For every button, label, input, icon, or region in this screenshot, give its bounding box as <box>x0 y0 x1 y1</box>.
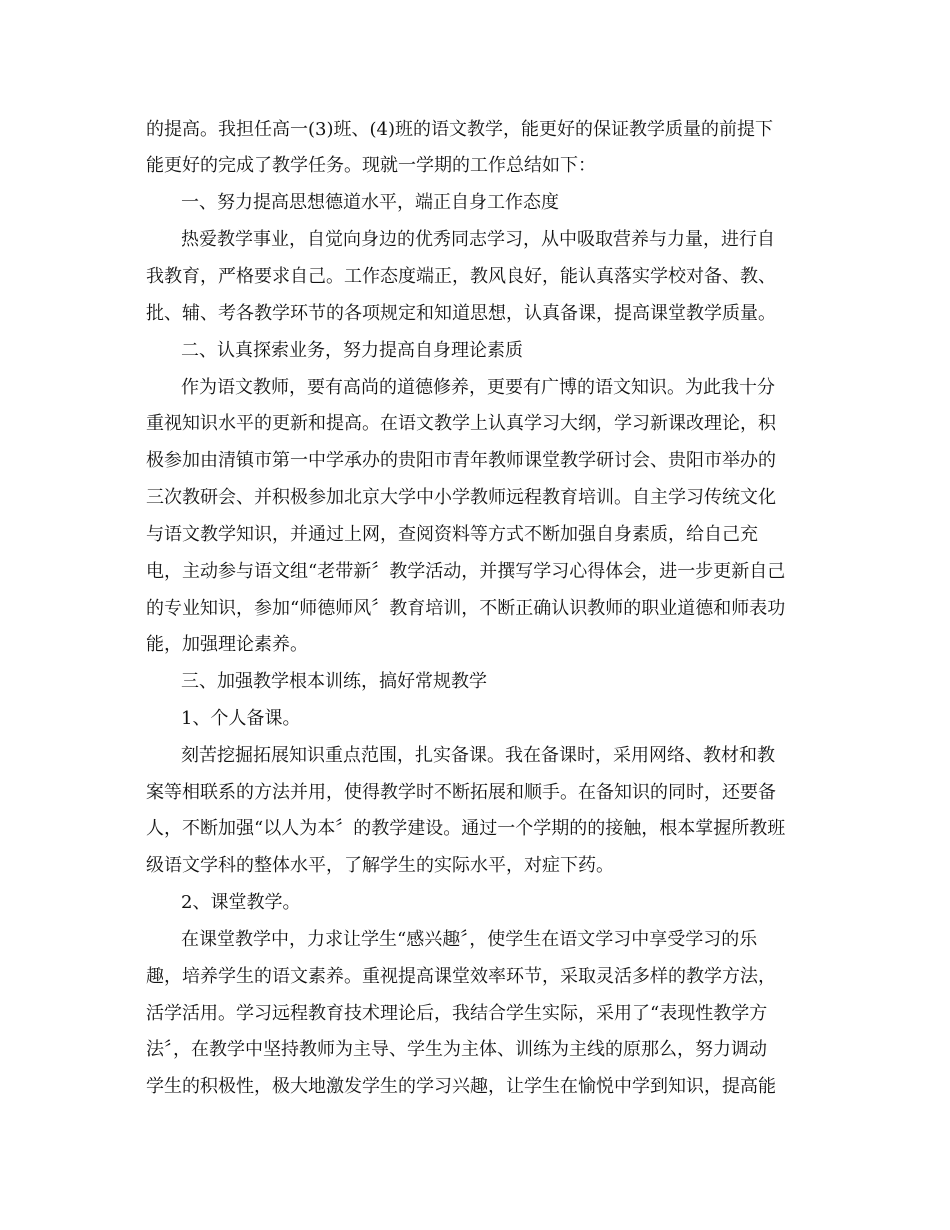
text-line: 与语文教学知识，并通过上网，查阅资料等方式不断加强自身素质，给自己充 <box>146 524 758 545</box>
subsection-heading: 2、课堂教学。 <box>181 892 301 913</box>
text-line: 法〞，在教学中坚持教师为主导、学生为主体、训练为主线的原那么，努力调动 <box>146 1039 767 1060</box>
text-line: 刻苦挖掘拓展知识重点范围，扎实备课。我在备课时，采用网络、教材和教 <box>181 745 775 766</box>
text-line: 趣，培养学生的语文素养。重视提高课堂效率环节，采取灵活多样的教学方法， <box>146 966 776 987</box>
text-line: 作为语文教师，要有高尚的道德修养，更要有广博的语文知识。为此我十分 <box>181 377 775 398</box>
section-heading: 三、加强教学根本训练，搞好常规教学 <box>181 671 487 692</box>
text-line: 级语文学科的整体水平，了解学生的实际水平，对症下药。 <box>146 855 614 876</box>
text-line: 在课堂教学中，力求让学生“感兴趣〞，使学生在语文学习中享受学习的乐 <box>181 929 758 950</box>
text-line: 三次教研会、并积极参加北京大学中小学教师远程教育培训。自主学习传统文化 <box>146 487 776 508</box>
text-line: 学生的积极性，极大地激发学生的学习兴趣，让学生在愉悦中学到知识，提高能 <box>146 1076 776 1097</box>
section-heading: 二、认真探索业务，努力提高自身理论素质 <box>181 340 523 361</box>
text-line: 能，加强理论素养。 <box>146 634 308 655</box>
subsection-heading: 1、个人备课。 <box>181 708 301 729</box>
text-line: 批、辅、考各教学环节的各项规定和知道思想，认真备课，提高课堂教学质量。 <box>146 303 776 324</box>
section-heading: 一、努力提高思想德道水平，端正自身工作态度 <box>181 192 559 213</box>
text-line: 能更好的完成了教学任务。现就一学期的工作总结如下： <box>146 155 596 176</box>
text-line: 的提高。我担任高一(3)班、(4)班的语文教学，能更好的保证教学质量的前提下 <box>146 119 773 140</box>
text-line: 案等相联系的方法并用，使得教学时不断拓展和顺手。在备知识的同时，还要备 <box>146 782 776 803</box>
text-line: 热爱教学事业，自觉向身边的优秀同志学习，从中吸取营养与力量，进行自 <box>181 229 775 250</box>
text-line: 活学活用。学习远程教育技术理论后，我结合学生实际，采用了“表现性教学方 <box>146 1003 768 1024</box>
text-line: 电，主动参与语文组“老带新〞教学活动，并撰写学习心得体会，进一步更新自己 <box>146 561 786 582</box>
text-line: 重视知识水平的更新和提高。在语文教学上认真学习大纲，学习新课改理论，积 <box>146 413 776 434</box>
text-line: 的专业知识，参加“师德师风〞教育培训，不断正确认识教师的职业道德和师表功 <box>146 598 786 619</box>
text-line: 人，不断加强“以人为本〞的教学建设。通过一个学期的的接触，根本掌握所教班 <box>146 818 786 839</box>
text-line: 极参加由清镇市第一中学承办的贵阳市青年教师课堂教学研讨会、贵阳市举办的 <box>146 450 776 471</box>
text-line: 我教育，严格要求自己。工作态度端正，教风良好，能认真落实学校对备、教、 <box>146 266 776 287</box>
